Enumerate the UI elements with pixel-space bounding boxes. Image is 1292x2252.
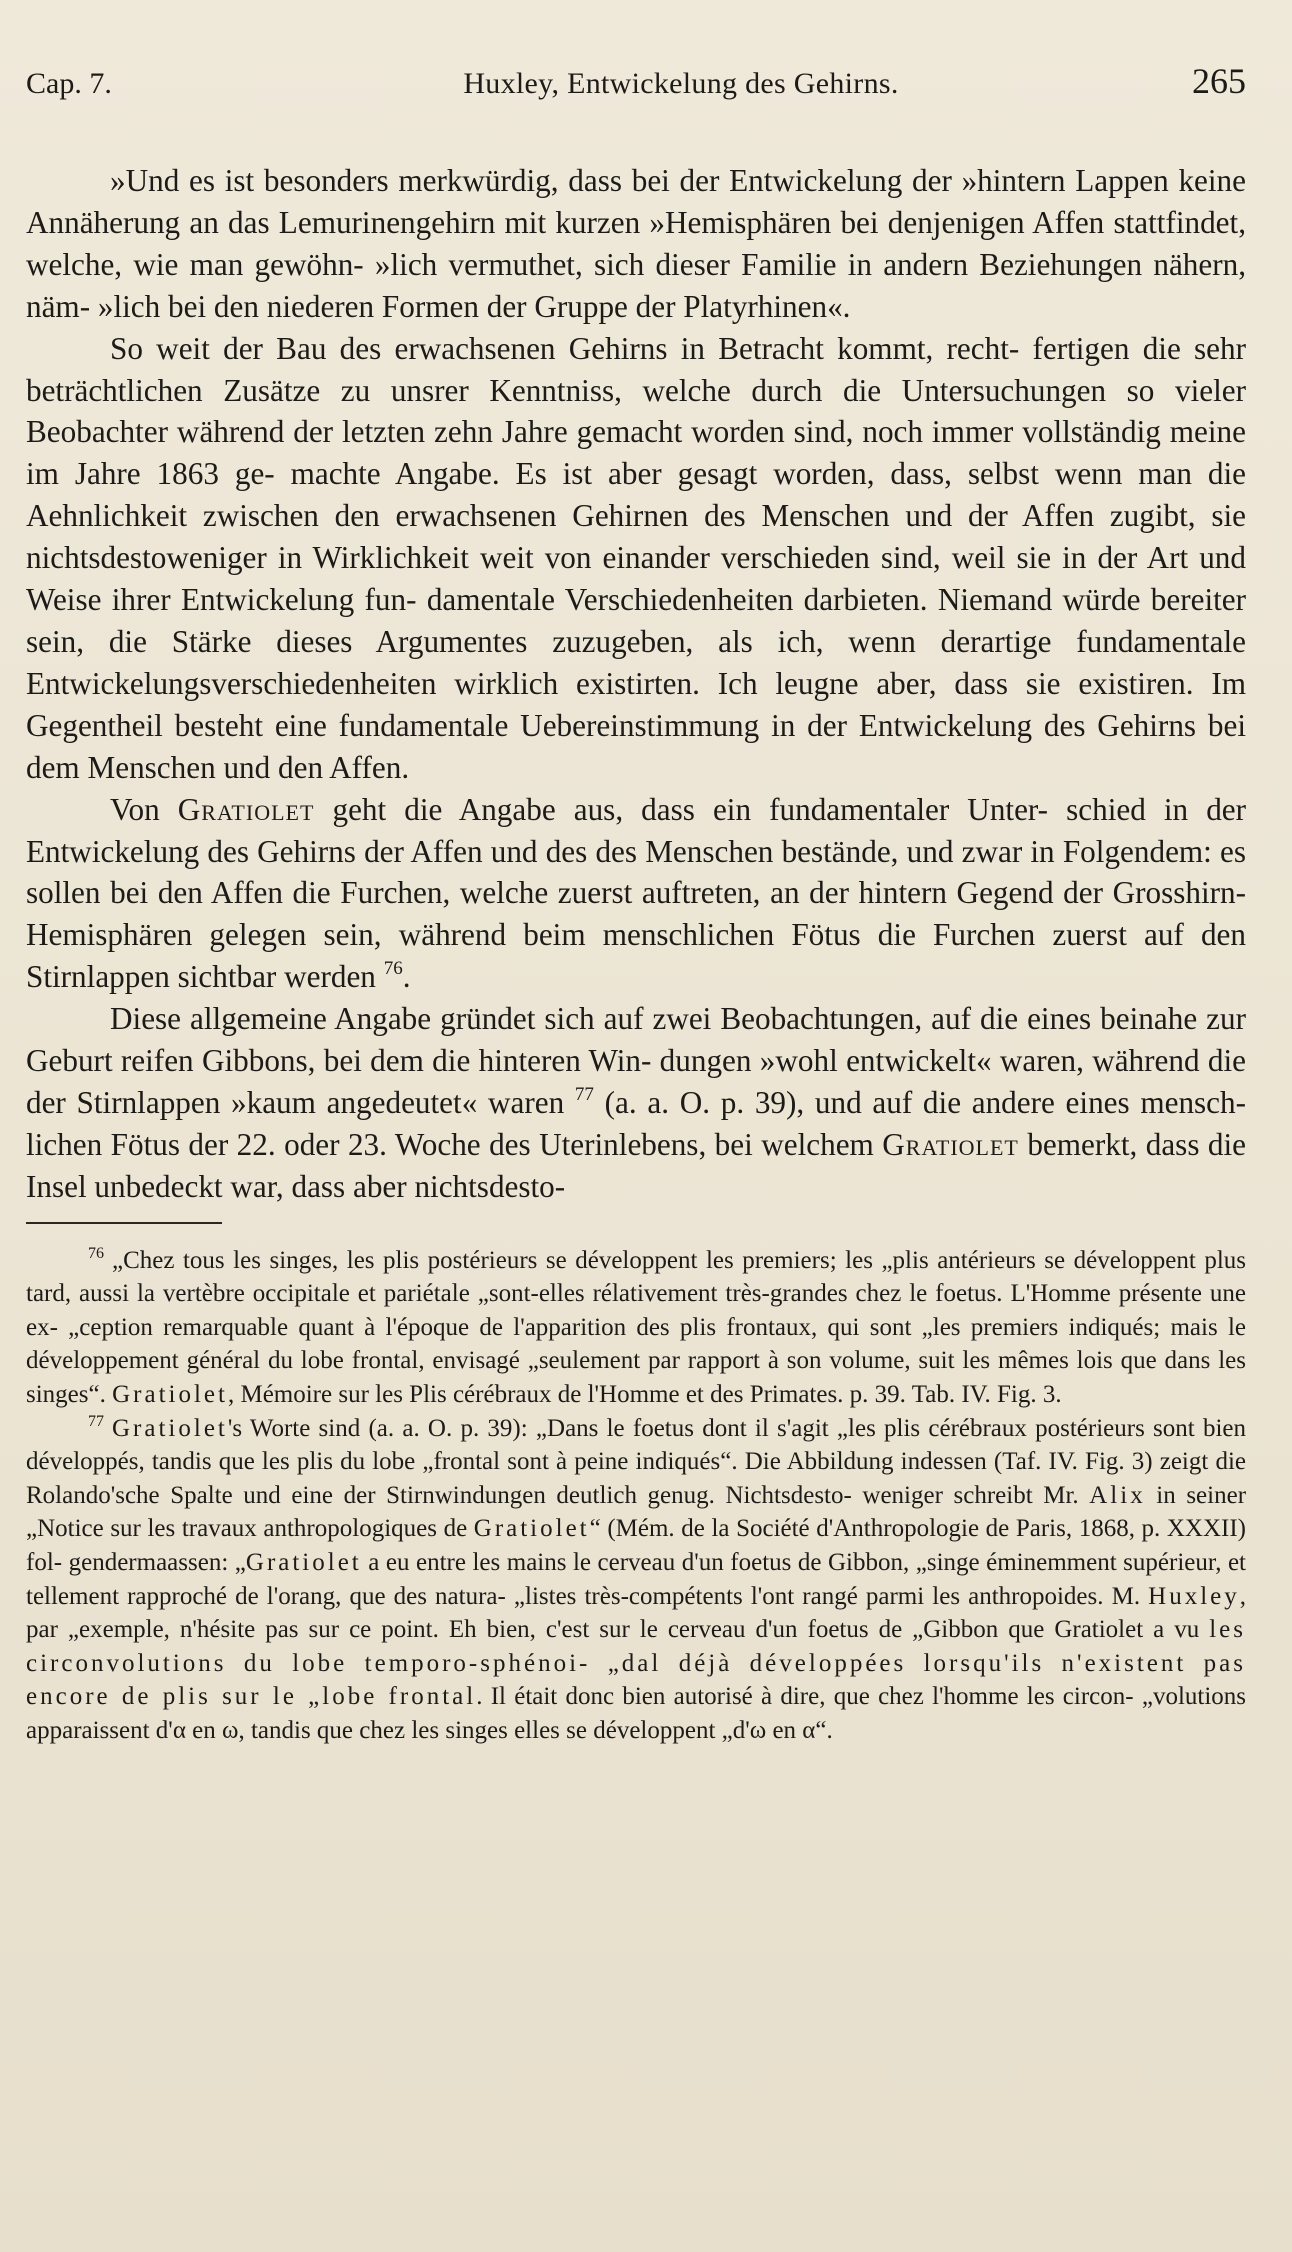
- footnote-text: “ (Mém. de la Société d'Anthropologie de Paris, 1868, p. XXXII) fol- gendermaassen: „: [26, 1515, 1247, 1576]
- footnote-mark: 76: [88, 1244, 104, 1262]
- footnote-mark: 77: [88, 1412, 104, 1430]
- page-number: 265: [1192, 61, 1246, 101]
- text-run: (a. a. O. p. 39), und auf die andere eines mensch- lichen Fötus der 22. oder 23. Woche des Uterinlebens, bei welchem: [26, 1084, 1246, 1162]
- footnote-ref-76[interactable]: 76: [383, 958, 403, 980]
- footnote-77: [26, 1412, 1246, 1748]
- footnote-text: 's Worte sind (a. a. O. p. 39): „Dans le foetus dont il s'agit „les plis cérébraux postérieurs sont bien développés, tandis que les plis du lobe „frontal sont à peine indiqués“. Die Abbildung indessen (Taf. IV. Fig. 3) zeigt die Rolando'sche Spalte und eine der Stirnwindungen deutlich genug. Nichtsdesto- weniger schreibt Mr.: [26, 1414, 1246, 1509]
- text-run: Von: [110, 791, 160, 827]
- text-run: geht die Angabe aus, dass ein fundamentaler Unter- schied in der Entwickelung des Gehirns der Affen und des des Menschen bestände, und zwar in Folgendem: es sollen bei den Affen die Furchen, welche zuerst auftreten, an der hintern Gegend der Grosshirn-Hemisphären gelegen sein, während beim menschlichen Fötus die Furchen zuerst auf den Stirnlappen sichtbar werden: [26, 791, 1247, 995]
- text-run: Diese allgemeine Angabe gründet sich auf zwei Beobachtungen, auf die eines beinahe zur Geburt reifen Gibbons, bei dem die hinteren Win- dungen »wohl entwickelt« waren, während die der Stirnlappen »kaum angedeutet« waren: [26, 1001, 1246, 1120]
- footnote-text: a eu entre les mains le cerveau d'un foetus de Gibbon, „singe éminemment supérieur, et tellement rapproché de l'orang, que des natura- „listes très-compétents l'ont rangé parmi les anthropoides. M.: [26, 1549, 1246, 1610]
- footnote-text: , par „exemple, n'hésite pas sur ce point. Eh bien, c'est sur le cerveau d'un foetus de „Gibbon que Gratiolet a vu: [26, 1582, 1247, 1644]
- footnote-text: in seiner „Notice sur les travaux anthropologiques de: [26, 1481, 1247, 1543]
- author-name: Gratiolet: [112, 1381, 228, 1409]
- paragraph-2: So weit der Bau des erwachsenen Gehirns in Betracht kommt, recht- fertigen die sehr beträchtlichen Zusätze zu unsrer Kenntniss, welche durch die Untersuchungen so vieler Beobachter während der letzten zehn Jahre gemacht worden sind, noch immer vollständig meine im Jahre 1863 ge- machte Angabe. Es ist aber gesagt worden, dass, selbst wenn man die Aehnlichkeit zwischen den erwachsenen Gehirnen des Menschen und der Affen zugibt, sie nichtsdestoweniger in Wirklichkeit weit von einander verschieden sind, weil sie in der Art und Weise ihrer Entwickelung fun- damentale Verschiedenheiten darbieten. Niemand würde bereiter sein, die Stärke dieses Argumentes zuzugeben, als ich, wenn derartige fundamentale Entwickelungsverschiedenheiten wirklich existirten. Ich leugne aber, dass sie existiren. Im Gegentheil besteht eine fundamentale Uebereinstimmung in der Entwickelung des Gehirns bei dem Menschen und den Affen.: [26, 330, 1246, 785]
- author-name: Gratiolet: [473, 1515, 590, 1543]
- author-name: Alix: [1089, 1481, 1146, 1509]
- running-header: [26, 60, 1246, 130]
- text-run: bemerkt, dass die Insel unbedeckt war, dass aber nichtsdesto-: [26, 1126, 1247, 1204]
- author-name: Gratiolet: [112, 1414, 228, 1442]
- footnotes: [26, 1244, 1246, 1748]
- emphasized-text: les circonvolutions du lobe temporo-sphénoi- „dal déjà développées lorsqu'ils n'existent pas encore de plis sur le „lobe frontal: [26, 1616, 1246, 1711]
- paragraph-3: [26, 789, 1246, 999]
- chapter-label: Cap. 7.: [26, 67, 112, 100]
- author-name: Huxley: [1148, 1582, 1240, 1610]
- footnote-text: . Il était donc bien autorisé à dire, que chez l'homme les circon- „volutions apparaissent d'α en ω, tandis que chez les singes elles se développent „d'ω en α“.: [26, 1683, 1247, 1744]
- paragraph-4: [26, 998, 1246, 1208]
- author-name: Gratiolet: [177, 791, 315, 827]
- author-name: Gratiolet: [882, 1126, 1019, 1162]
- main-text: [26, 160, 1246, 1208]
- footnote-divider: [26, 1222, 222, 1224]
- running-title: Huxley, Entwickelung des Gehirns.: [463, 67, 899, 100]
- paragraph-quote: »Und es ist besonders merkwürdig, dass bei der Entwickelung der »hintern Lappen keine Annäherung an das Lemurinengehirn mit kurzen »Hemisphären bei denjenigen Affen stattfindet, welche, wie man gewöhn- »lich vermuthet, sich dieser Familie in andern Beziehungen nähern, näm- »lich bei den niederen Formen der Gruppe der Platyrhinen«.: [26, 163, 1246, 324]
- text-run: .: [402, 959, 411, 995]
- footnote-ref-77[interactable]: 77: [574, 1083, 594, 1105]
- footnote-text: „Chez tous les singes, les plis postérieurs se développent les premiers; les „plis antérieurs se développent plus tard, aussi la vertèbre occipitale et pariétale „sont-elles rélativement très-grandes chez le foetus. L'Homme présente une ex- „ception remarquable quant à l'époque de l'apparition des plis frontaux, qui sont „les premiers indiqués; mais le développement général du lobe frontal, envisagé „seulement par rapport à son volume, suit les mêmes lois que dans les singes“.: [26, 1246, 1246, 1409]
- author-name: Gratiolet: [245, 1549, 362, 1576]
- footnote-76: [26, 1244, 1246, 1412]
- footnote-text: , Mémoire sur les Plis cérébraux de l'Homme et des Primates. p. 39. Tab. IV. Fig. 3.: [227, 1381, 1062, 1409]
